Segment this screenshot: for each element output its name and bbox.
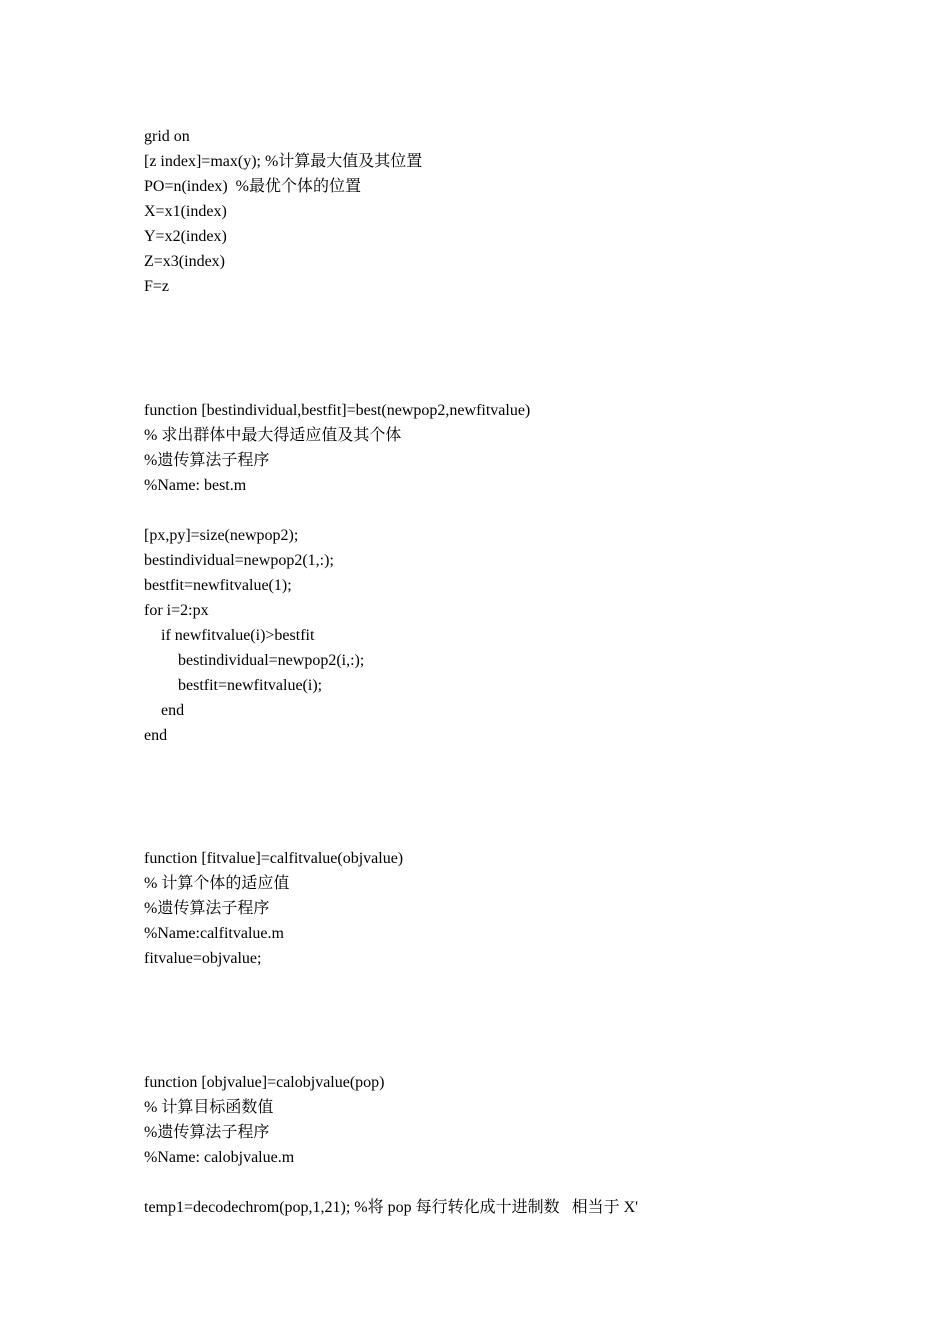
code-line: bestindividual=newpop2(1,:); <box>144 552 334 569</box>
code-line: end <box>144 727 168 744</box>
code-comment: %遗传算法子程序 <box>144 452 270 469</box>
code-line: for i=2:px <box>144 602 209 619</box>
code-line: PO=n(index) %最优个体的位置 <box>144 178 362 195</box>
code-line: bestfit=newfitvalue(i); <box>178 677 323 694</box>
code-block-plot-result <box>144 124 844 299</box>
code-comment: % 计算个体的适应值 <box>144 875 290 892</box>
code-line: [z index]=max(y); %计算最大值及其位置 <box>144 153 423 170</box>
blank-line <box>144 498 844 523</box>
code-line: Z=x3(index) <box>144 253 225 270</box>
blank-line <box>144 1170 844 1195</box>
code-comment: %Name: calobjvalue.m <box>144 1149 295 1166</box>
code-comment: %Name: best.m <box>144 477 247 494</box>
code-line: bestfit=newfitvalue(1); <box>144 577 292 594</box>
code-line: X=x1(index) <box>144 203 227 220</box>
code-line: end <box>161 702 185 719</box>
code-line: bestindividual=newpop2(i,:); <box>178 652 365 669</box>
function-signature: function [fitvalue]=calfitvalue(objvalue) <box>144 850 404 867</box>
code-block-calfitvalue-function <box>144 846 844 971</box>
code-line: Y=x2(index) <box>144 228 227 245</box>
code-line: temp1=decodechrom(pop,1,21); %将 pop 每行转化成十进制数 相当于 X' <box>144 1199 639 1216</box>
code-line: fitvalue=objvalue; <box>144 950 262 967</box>
code-comment: % 求出群体中最大得适应值及其个体 <box>144 427 402 444</box>
code-comment: %遗传算法子程序 <box>144 1124 270 1141</box>
code-line: F=z <box>144 278 170 295</box>
code-comment: % 计算目标函数值 <box>144 1099 274 1116</box>
function-signature: function [objvalue]=calobjvalue(pop) <box>144 1074 385 1091</box>
code-line: if newfitvalue(i)>bestfit <box>161 627 315 644</box>
code-block-calobjvalue-function <box>144 1070 844 1220</box>
function-signature: function [bestindividual,bestfit]=best(newpop2,newfitvalue) <box>144 402 531 419</box>
code-line: [px,py]=size(newpop2); <box>144 527 299 544</box>
code-comment: %Name:calfitvalue.m <box>144 925 284 942</box>
code-comment: %遗传算法子程序 <box>144 900 270 917</box>
code-block-best-function <box>144 398 844 748</box>
code-line: grid on <box>144 128 190 145</box>
